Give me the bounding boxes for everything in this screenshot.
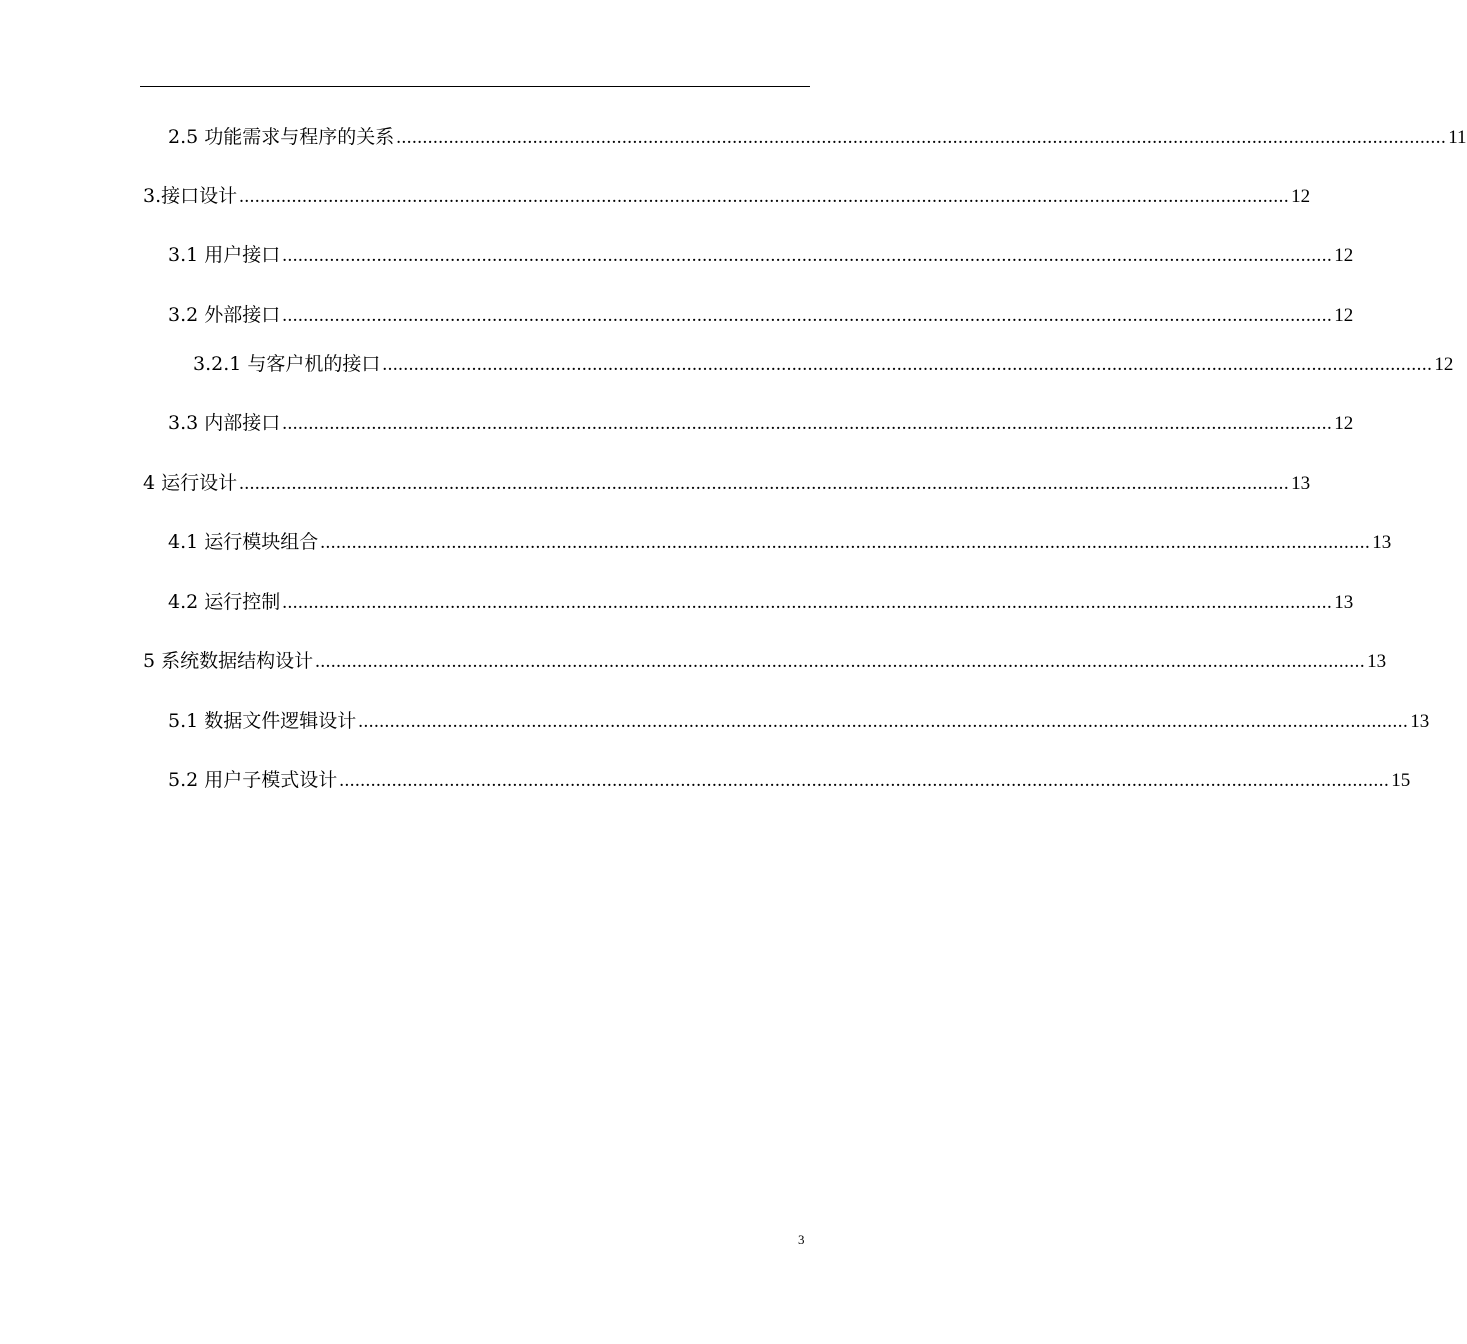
toc-entry-label: 3.3 内部接口 [168,412,281,434]
toc-entry-label: 4.1 运行模块组合 [168,531,319,553]
toc-entry-5-1[interactable] [168,706,1430,736]
toc-leader-dots: ........................................................................................................................................................................................................ [358,711,1409,732]
toc-entry-4-2[interactable] [168,587,1354,617]
toc-entry-3-2[interactable] [168,300,1354,330]
toc-entry-label: 3.2.1 与客户机的接口 [193,353,381,375]
toc-entry-label: 5 系统数据结构设计 [143,650,314,672]
toc-entry-3-3[interactable] [168,408,1354,438]
toc-entry-2-5[interactable] [168,122,1467,152]
toc-entry-page: 12 [1334,413,1354,434]
toc-entry-page: 13 [1334,592,1354,613]
page-number: 3 [798,1232,805,1247]
toc-leader-dots: ........................................................................................................................................................................................................ [320,532,1371,553]
toc-entry-label: 3.1 用户接口 [168,244,281,266]
toc-entry-label: 4.2 运行控制 [168,591,281,613]
toc-entry-page: 12 [1334,245,1354,266]
toc-entry-page: 13 [1410,711,1430,732]
toc-entry-page: 12 [1334,305,1354,326]
toc-entry-label: 4 运行设计 [143,472,238,494]
toc-leader-dots: ........................................................................................................................................................................................................ [282,592,1333,613]
toc-entry-3[interactable] [143,181,1311,211]
toc-leader-dots: ........................................................................................................................................................................................................ [382,354,1433,375]
toc-leader-dots: ........................................................................................................................................................................................................ [282,413,1333,434]
toc-entry-page: 12 [1434,354,1454,375]
toc-entry-page: 13 [1372,532,1392,553]
toc-entry-4[interactable] [143,468,1311,498]
toc-entry-page: 13 [1367,651,1387,672]
toc-leader-dots: ........................................................................................................................................................................................................ [396,127,1447,148]
toc-entry-label: 3.接口设计 [143,185,238,207]
toc-entry-page: 11 [1448,127,1467,148]
toc-entry-5[interactable] [143,646,1387,676]
toc-entry-page: 15 [1391,770,1411,791]
toc-leader-dots: ........................................................................................................................................................................................................ [339,770,1390,791]
toc-entry-label: 5.2 用户子模式设计 [168,769,338,791]
toc-entry-label: 3.2 外部接口 [168,304,281,326]
toc-leader-dots: ........................................................................................................................................................................................................ [282,245,1333,266]
toc-entry-3-1[interactable] [168,240,1354,270]
toc-entry-label: 2.5 功能需求与程序的关系 [168,126,395,148]
toc-entry-page: 13 [1291,473,1311,494]
toc-entry-page: 12 [1291,186,1311,207]
toc-entry-label: 5.1 数据文件逻辑设计 [168,710,357,732]
toc-leader-dots: ........................................................................................................................................................................................................ [315,651,1366,672]
toc-leader-dots: ........................................................................................................................................................................................................ [239,186,1290,207]
toc-leader-dots: ........................................................................................................................................................................................................ [282,305,1333,326]
toc-entry-3-2-1[interactable] [193,349,1454,379]
toc-leader-dots: ........................................................................................................................................................................................................ [239,473,1290,494]
toc-entry-4-1[interactable] [168,527,1392,557]
toc-entry-5-2[interactable] [168,765,1411,795]
